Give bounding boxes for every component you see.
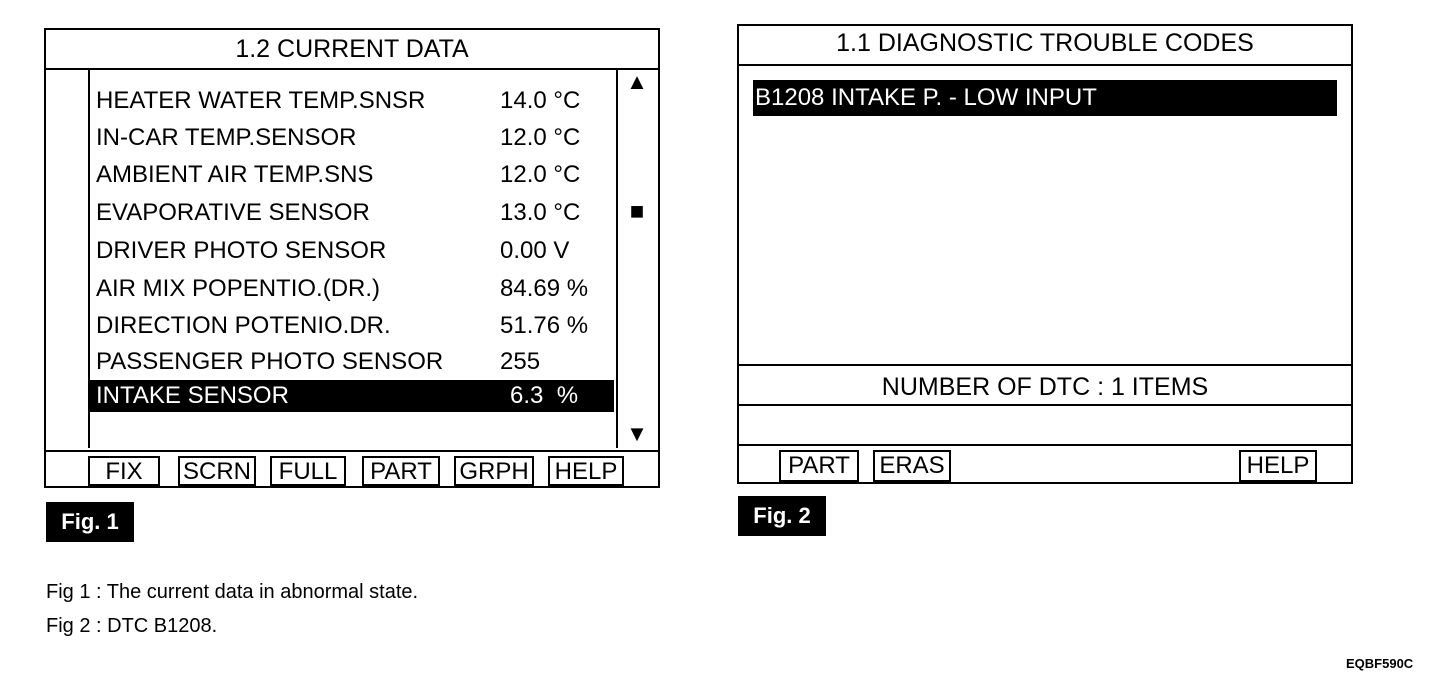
- data-row-value: 12.0 °C: [500, 161, 581, 188]
- dtc-row-text: B1208 INTAKE P. - LOW INPUT: [755, 84, 1097, 111]
- part-softkey[interactable]: PART: [362, 456, 440, 486]
- data-row-label: IN-CAR TEMP.SENSOR: [96, 124, 357, 151]
- grph-softkey[interactable]: GRPH: [454, 456, 534, 486]
- part-softkey[interactable]: PART: [779, 450, 859, 482]
- data-row-value: 12.0 °C: [500, 124, 581, 151]
- full-softkey[interactable]: FULL: [270, 456, 346, 486]
- data-row-label: AIR MIX POPENTIO.(DR.): [96, 275, 381, 302]
- data-row-value: 51.76 %: [500, 312, 589, 339]
- help-softkey[interactable]: HELP: [1239, 450, 1317, 482]
- scroll-up-arrow-icon[interactable]: ▲: [626, 69, 648, 94]
- eras-softkey[interactable]: ERAS: [873, 450, 951, 482]
- data-row-value: 6.3 %: [510, 382, 579, 409]
- fig1-tag: Fig. 1: [46, 502, 134, 542]
- dtc-title: 1.1 DIAGNOSTIC TROUBLE CODES: [836, 29, 1254, 57]
- data-row-value: 14.0 °C: [500, 87, 581, 114]
- data-row-value: 255: [500, 348, 541, 375]
- data-row-label: PASSENGER PHOTO SENSOR: [96, 348, 444, 375]
- data-row-intake-sensor-selected[interactable]: [90, 380, 614, 412]
- data-row-label: EVAPORATIVE SENSOR: [96, 199, 370, 226]
- help-softkey[interactable]: HELP: [548, 456, 624, 486]
- caption-fig1: Fig 1 : The current data in abnormal state.: [46, 581, 419, 603]
- data-row-value: 13.0 °C: [500, 199, 581, 226]
- dtc-screen: [737, 24, 1353, 484]
- data-row-label: DRIVER PHOTO SENSOR: [96, 237, 387, 264]
- dtc-row-b1208-selected[interactable]: [753, 80, 1337, 116]
- image-code: EQBF590C: [1346, 656, 1414, 671]
- current-data-title: 1.2 CURRENT DATA: [235, 35, 469, 63]
- dtc-count: NUMBER OF DTC : 1 ITEMS: [881, 373, 1209, 401]
- current-data-screen: [44, 28, 660, 488]
- scroll-down-arrow-icon[interactable]: ▼: [626, 421, 648, 446]
- fig2-tag: Fig. 2: [738, 496, 826, 536]
- data-row-label: INTAKE SENSOR: [96, 382, 289, 409]
- data-row-label: AMBIENT AIR TEMP.SNS: [96, 161, 374, 188]
- data-row-label: DIRECTION POTENIO.DR.: [96, 312, 391, 339]
- fix-softkey[interactable]: FIX: [88, 456, 160, 486]
- data-row-value: 0.00 V: [500, 237, 570, 264]
- scroll-thumb[interactable]: ■: [629, 198, 645, 225]
- scrn-softkey[interactable]: SCRN: [178, 456, 256, 486]
- data-row-label: HEATER WATER TEMP.SNSR: [96, 87, 426, 114]
- data-row-value: 84.69 %: [500, 275, 589, 302]
- caption-fig2: Fig 2 : DTC B1208.: [46, 615, 218, 637]
